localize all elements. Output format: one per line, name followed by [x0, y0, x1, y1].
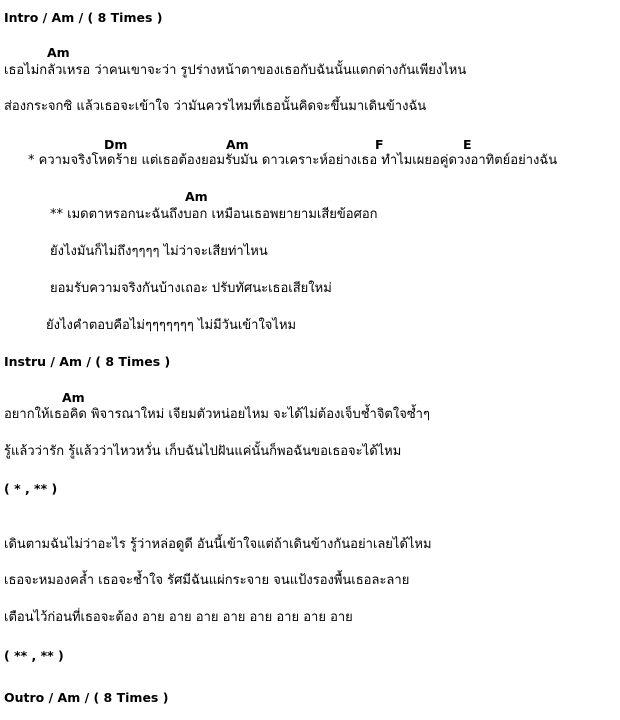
lyric-line: รู้แล้วว่ารัก รู้แล้วว่าไหวหวั่น เก็บฉันไปฝันแค่นั้นก็พอฉันขอเธอจะได้ไหม [4, 444, 402, 459]
lyric-line: ยังไงมันก็ไม่ถึงๆๆๆๆ ไม่ว่าจะเสียท่าไหน [50, 244, 268, 259]
chord-f: F [375, 137, 384, 152]
lyric-line-chorus-2: ** เมดตาหรอกนะฉันถึงบอก เหมือนเธอพยายามเสียข้อศอก [50, 207, 378, 222]
repeat-marker: ( * , ** ) [4, 481, 58, 496]
section-outro: Outro / Am / ( 8 Times ) [4, 690, 169, 705]
lyric-line: ยอมรับความจริงกันบ้างเถอะ ปรับทัศนะเธอเสียใหม่ [50, 281, 332, 296]
chord-e: E [463, 137, 472, 152]
lyric-line: ยังไงคำตอบคือไม่ๆๆๆๆๆๆๆ ไม่มีวันเข้าใจไหม [46, 318, 297, 333]
lyric-line: อยากให้เธอคิด พิจารณาใหม่ เจียมตัวหน่อยไหม จะได้ไม่ต้องเจ็บช้ำจิตใจซ้ำๆ [4, 407, 430, 422]
chord-dm: Dm [104, 137, 128, 152]
section-intro: Intro / Am / ( 8 Times ) [4, 10, 163, 25]
lyric-line: เธอไม่กลัวเหรอ ว่าคนเขาจะว่า รูปร่างหน้าตาของเธอกับฉันนั้นแตกต่างกันเพียงไหน [4, 63, 467, 78]
section-instru: Instru / Am / ( 8 Times ) [4, 354, 171, 369]
chord-am: Am [185, 189, 208, 204]
chord-am: Am [62, 390, 85, 405]
repeat-marker: ( ** , ** ) [4, 648, 64, 663]
lyric-line: เดินตามฉันไม่ว่าอะไร รู้ว่าหล่อดูดี อันนี้เข้าใจแต่ถ้าเดินข้างกันอย่าเลยได้ไหม [4, 537, 432, 552]
lyric-line: เธอจะหมองคล้ำ เธอจะช้ำใจ รัศมีฉันแผ่กระจาย จนแป้งรองพื้นเธอละลาย [4, 573, 410, 588]
lyric-line: เตือนไว้ก่อนที่เธอจะต้อง อาย อาย อาย อาย อาย อาย อาย อาย [4, 610, 353, 625]
chord-am: Am [47, 45, 70, 60]
chord-am: Am [226, 137, 249, 152]
lyric-line: ส่องกระจกซิ แล้วเธอจะเข้าใจ ว่ามันควรไหมที่เธอนั้นคิดจะขึ้นมาเดินข้างฉัน [4, 99, 427, 114]
lyric-line-chorus-1: * ความจริงโหดร้าย แต่เธอต้องยอมรับมัน ดาวเคราะห์อย่างเธอ ทำไมเผยอคู่ดวงอาทิตย์อย่างฉัน [28, 153, 558, 168]
